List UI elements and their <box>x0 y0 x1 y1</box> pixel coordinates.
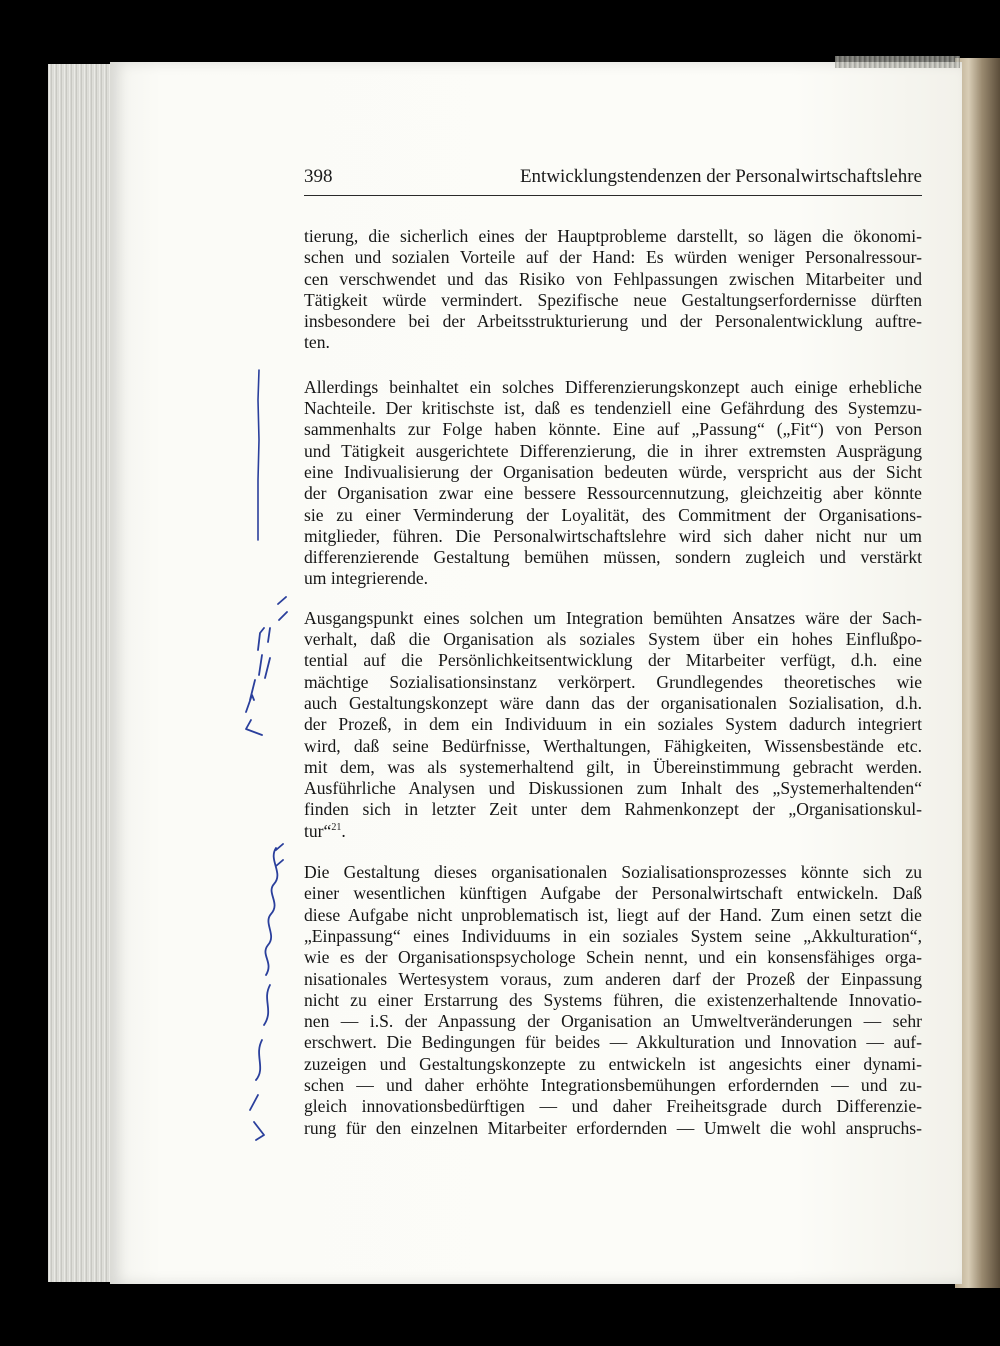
text-line: verhalt, daß die Organisation als soziales System über ein hohes Einflußpo- <box>304 629 922 650</box>
header-rule <box>304 195 922 196</box>
text-line: sie zu einer Verminderung der Loyalität, des Commitment der Organisations- <box>304 504 922 525</box>
text-line: mitglieder, führen. Die Personalwirtschaftslehre wird sich daher nicht nur um <box>304 525 922 546</box>
text-line: „Einpassung“ eines Individuums in ein soziales System seine „Akkulturation“, <box>304 925 922 946</box>
text-line: der Organisation zwar eine bessere Ressourcennutzung, gleichzeitig aber könnte <box>304 483 922 504</box>
text-line <box>304 821 922 842</box>
text-line: einer wesentlichen künftigen Aufgabe der Personalwirtschaft entwickeln. Daß <box>304 883 922 904</box>
text-line: Nachteile. Der kritischste ist, daß es tendenziell eine Gefährdung des Systemzu- <box>304 398 922 419</box>
text-line: gleich innovationsbedürftigen — und daher Freiheitsgrade durch Differenzie- <box>304 1096 922 1117</box>
paragraph <box>304 377 922 590</box>
running-title: Entwicklungstendenzen der Personalwirtschaftslehre <box>519 166 922 187</box>
page-stack-edge <box>48 64 118 1282</box>
text-line: tential auf die Persönlichkeitsentwicklung der Mitarbeiter verfügt, d.h. eine <box>304 650 922 671</box>
text-line: schen — und daher erhöhte Integrationsbemühungen erfordernden — und zu- <box>304 1074 922 1095</box>
text-line: differenzierende Gestaltung bemühen müssen, sondern zugleich und verstärkt <box>304 547 922 568</box>
text-line: insbesondere bei der Arbeitsstrukturierung und der Personalentwicklung auftre- <box>304 311 922 332</box>
text-line: mächtige Sozialisationsinstanz verkörpert. Grundlegendes theoretisches wie <box>304 671 922 692</box>
text-line: zuzeigen und Gestaltungskonzepte zu entwickeln ist angesichts einer dynami- <box>304 1053 922 1074</box>
last-line-end: . <box>341 820 346 841</box>
text-line: sammenhalts zur Folge haben könnte. Eine auf „Passung“ („Fit“) von Person <box>304 419 922 440</box>
text-line: ten. <box>304 332 330 353</box>
text-line: eine Indivualisierung der Organisation bedeuten würde, verspricht aus der Sicht <box>304 461 922 482</box>
cover-wear <box>835 56 960 68</box>
text-line: wird, daß seine Bedürfnisse, Werthaltungen, Fähigkeiten, Wissensbestände etc. <box>304 735 922 756</box>
text-line: auch Gestaltungskonzept wäre dann das der organisationalen Sozialisation, d.h. <box>304 692 922 713</box>
text-line: Die Gestaltung dieses organisationalen Sozialisationsprozesses könnte sich zu <box>304 862 922 883</box>
last-line-text: tur“ <box>304 820 332 841</box>
paragraph <box>304 608 922 842</box>
footnote-reference: 21 <box>331 821 342 833</box>
text-line: und Tätigkeit ausgerichtete Differenzierung, die in ihrer extremsten Ausprägung <box>304 440 922 461</box>
text-line: rung für den einzelnen Mitarbeiter erfordernden — Umwelt die wohl anspruchs- <box>304 1117 922 1138</box>
text-line: Allerdings beinhaltet ein solches Differenzierungskonzept auch einige erhebliche <box>304 376 922 397</box>
paragraph <box>304 226 922 354</box>
page-number: 398 <box>304 166 333 187</box>
text-line: mit dem, was als systemerhaltend gilt, in Übereinstimmung gebracht werden. <box>304 756 922 777</box>
text-line: nicht zu einer Erstarrung des Systems führen, die existenzerhaltende Innovatio- <box>304 989 922 1010</box>
text-line: um integrierende. <box>304 568 429 589</box>
text-line: diese Aufgabe nicht unproblematisch ist, liegt auf der Hand. Zum einen setzt die <box>304 904 922 925</box>
body-text <box>304 226 922 1139</box>
text-line: tierung, die sicherlich eines der Hauptprobleme darstellt, so lägen die ökonomi- <box>304 226 922 246</box>
text-line: Ausgangspunkt eines solchen um Integration bemühten Ansatzes wäre der Sach- <box>304 607 922 628</box>
running-header <box>304 166 922 194</box>
text-line: Tätigkeit würde vermindert. Spezifische neue Gestaltungserfordernisse dürften <box>304 289 922 310</box>
text-line: schen und sozialen Vorteile auf der Hand: Es würden weniger Personalressour- <box>304 247 922 268</box>
text-line: wie es der Organisationspsychologe Schein nennt, und ein konsensfähiges orga- <box>304 947 922 968</box>
text-line: nisationales Wertesystem voraus, zum anderen darf der Prozeß der Einpassung <box>304 968 922 989</box>
paragraph <box>304 862 922 1139</box>
text-line: nen — i.S. der Anpassung der Organisation an Umweltveränderungen — sehr <box>304 1011 922 1032</box>
text-line: cen verschwendet und das Risiko von Fehlpassungen zwischen Mitarbeiter und <box>304 268 922 289</box>
text-line: Ausführliche Analysen und Diskussionen zum Inhalt des „Systemerhaltenden“ <box>304 778 922 799</box>
text-line: finden sich in letzter Zeit unter dem Rahmenkonzept der „Organisationskul- <box>304 799 922 820</box>
text-line: der Prozeß, in dem ein Individuum in ein soziales System dadurch integriert <box>304 714 922 735</box>
text-line: erschwert. Die Bedingungen für beides — Akkulturation und Innovation — auf- <box>304 1032 922 1053</box>
